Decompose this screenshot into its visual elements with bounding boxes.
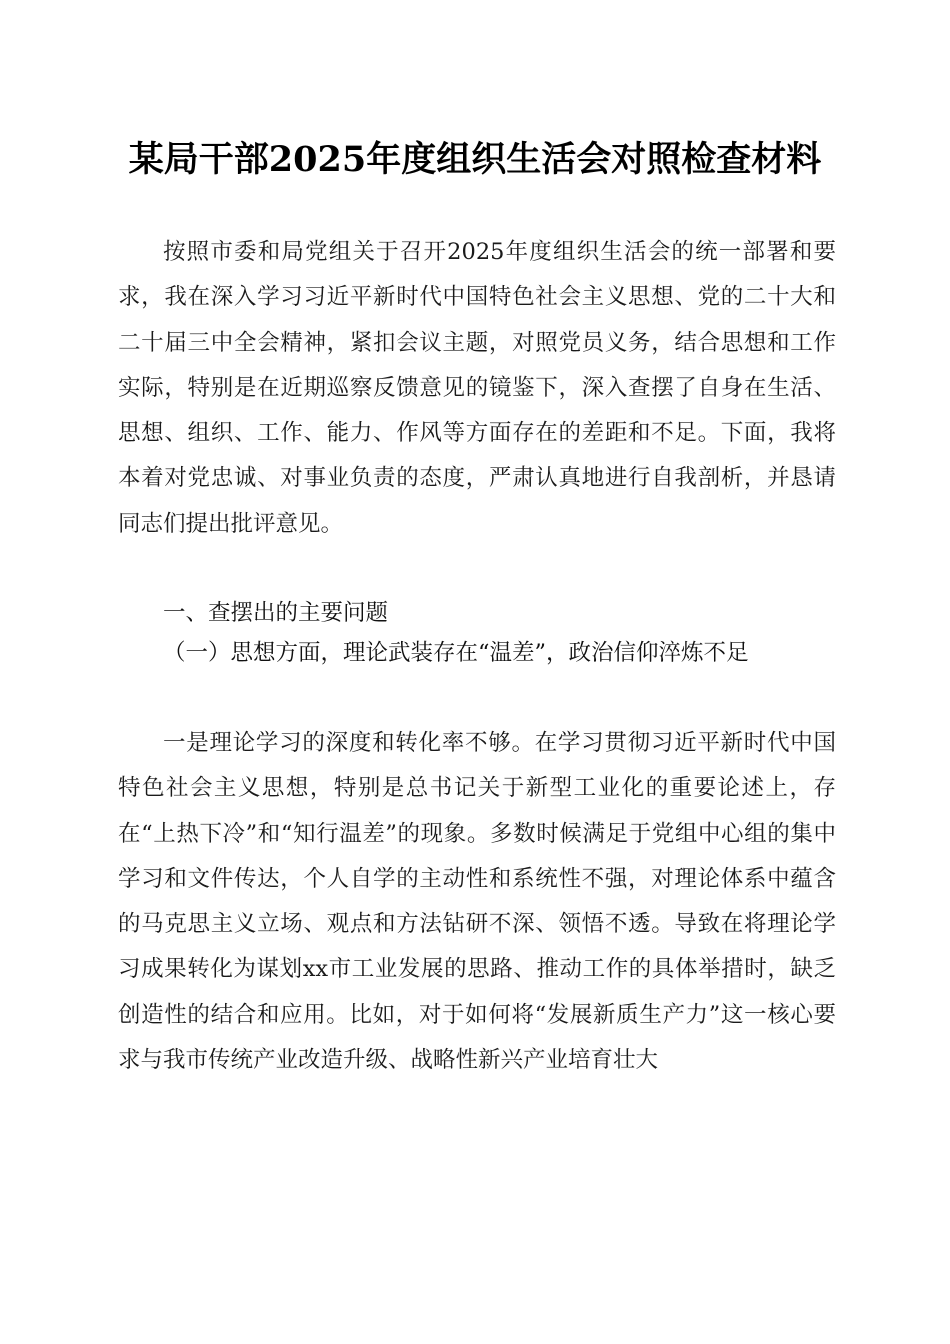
point-lead: 一是理论学习的深度和转化率不够。: [163, 730, 535, 756]
point-text: 在学习贯彻习近平新时代中国特色社会主义思想，特别是总书记关于新型工业化的重要论述上，存在“上热下冷”和“知行温差”的现象。多数时候满足于党组中心组的集中学习和文件传达，个人自学的主动性和系统性不强，对理论体系中蕴含的马克思主义立场、观点和方法钻研不深、领悟不透。导致在将理论学习成果转化为谋划xx市工业发展的思路、推动工作的具体举措时，缺乏创造性的结合和应用。比如，对于如何将“发展新质生产力”这一核心要求与我市传统产业改造升级、战略性新兴产业培育壮大: [118, 730, 836, 1074]
point-paragraph-block: [118, 721, 836, 1083]
intro-paragraph: 按照市委和局党组关于召开2025年度组织生活会的统一部署和要求，我在深入学习习近平新时代中国特色社会主义思想、党的二十大和二十届三中全会精神，紧扣会议主题，对照党员义务，结合思想和工作实际，特别是在近期巡察反馈意见的镜鉴下，深入查摆了自身在生活、思想、组织、工作、能力、作风等方面存在的差距和不足。下面，我将本着对党忠诚、对事业负责的态度，严肃认真地进行自我剖析，并恳请同志们提出批评意见。: [118, 239, 836, 537]
subsection-heading: （一）思想方面，理论武装存在“温差”，政治信仰淬炼不足: [163, 640, 749, 666]
point-paragraph: [118, 721, 836, 1083]
intro-paragraph-block: [118, 230, 836, 547]
section-heading: 一、查摆出的主要问题: [163, 600, 389, 626]
document-title: 某局干部2025年度组织生活会对照检查材料: [128, 139, 822, 180]
